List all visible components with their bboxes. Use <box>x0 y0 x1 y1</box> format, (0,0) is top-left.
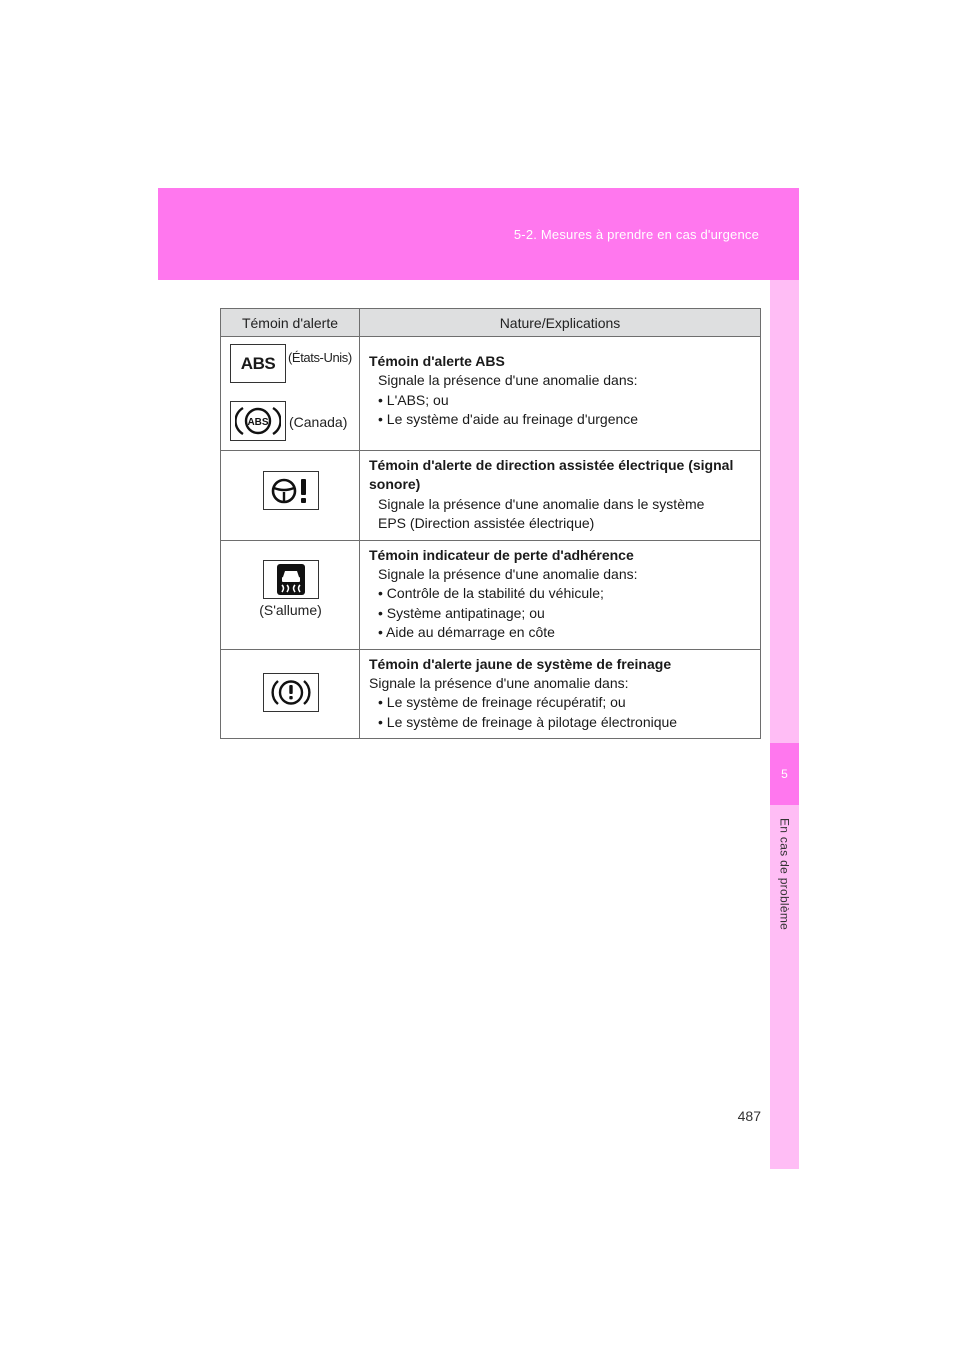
desc-line: Signale la présence d'une anomalie dans: <box>378 372 638 389</box>
desc-intro: Signale la présence d'une anomalie dans: <box>369 675 629 692</box>
section-title: 5-2. Mesures à prendre en cas d'urgence <box>513 227 759 242</box>
desc-line: Signale la présence d'une anomalie dans: <box>378 566 638 583</box>
table-row-slip <box>221 540 761 649</box>
desc-line: EPS (Direction assistée électrique) <box>378 515 595 532</box>
slip-indicator-icon <box>263 560 319 599</box>
page-number: 487 <box>737 1108 761 1124</box>
column-header-explanation: Nature/Explications <box>360 309 761 337</box>
chapter-number: 5 <box>770 743 799 805</box>
column-header-light: Témoin d'alerte <box>221 309 360 337</box>
header-band <box>158 188 799 280</box>
desc-line: • L'ABS; ou <box>378 391 449 408</box>
desc-line: • Le système d'aide au freinage d'urgence <box>378 411 639 428</box>
desc-cell-eps <box>360 451 761 541</box>
icon-cell-abs <box>221 337 360 451</box>
caption-usa: (États-Unis) <box>288 350 352 365</box>
desc-title: Témoin indicateur de perte d'adhérence <box>369 546 634 563</box>
icon-cell-eps <box>221 451 360 541</box>
desc-line: • Le système de freinage à pilotage électronique <box>378 713 678 730</box>
svg-text:ABS: ABS <box>247 417 269 428</box>
table-row-eps <box>221 451 761 541</box>
side-tab <box>770 280 799 1169</box>
desc-line: • Système antipatinage; ou <box>378 604 545 621</box>
chapter-label: En cas de problème <box>777 818 792 931</box>
icon-cell-brake <box>221 649 360 739</box>
steering-wheel-warning-icon <box>263 471 319 510</box>
desc-cell-brake <box>360 649 761 739</box>
chapter-label-wrap <box>770 818 799 1008</box>
abs-circle-icon <box>230 401 286 441</box>
desc-title: Témoin d'alerte ABS <box>369 353 505 369</box>
warning-lights-table <box>220 308 761 739</box>
desc-line: • Contrôle de la stabilité du véhicule; <box>378 585 604 602</box>
desc-line: Signale la présence d'une anomalie dans le système <box>378 495 705 512</box>
icon-cell-slip <box>221 540 360 649</box>
table-row-brake <box>221 649 761 739</box>
caption-canada: (Canada) <box>289 414 348 430</box>
desc-title: Témoin d'alerte jaune de système de freinage <box>369 655 672 672</box>
desc-cell-slip <box>360 540 761 649</box>
desc-line: • Aide au démarrage en côte <box>378 624 555 641</box>
table-row-abs <box>221 337 761 451</box>
desc-title: Témoin d'alerte de direction assistée électrique (signal sonore) <box>369 457 734 493</box>
brake-warning-icon <box>263 673 319 712</box>
desc-line: • Le système de freinage récupératif; ou <box>378 694 626 711</box>
abs-text-icon: ABS <box>230 344 286 383</box>
table-header-row <box>221 309 761 337</box>
desc-cell-abs <box>360 337 761 451</box>
caption-lights-up: (S'allume) <box>259 601 322 618</box>
